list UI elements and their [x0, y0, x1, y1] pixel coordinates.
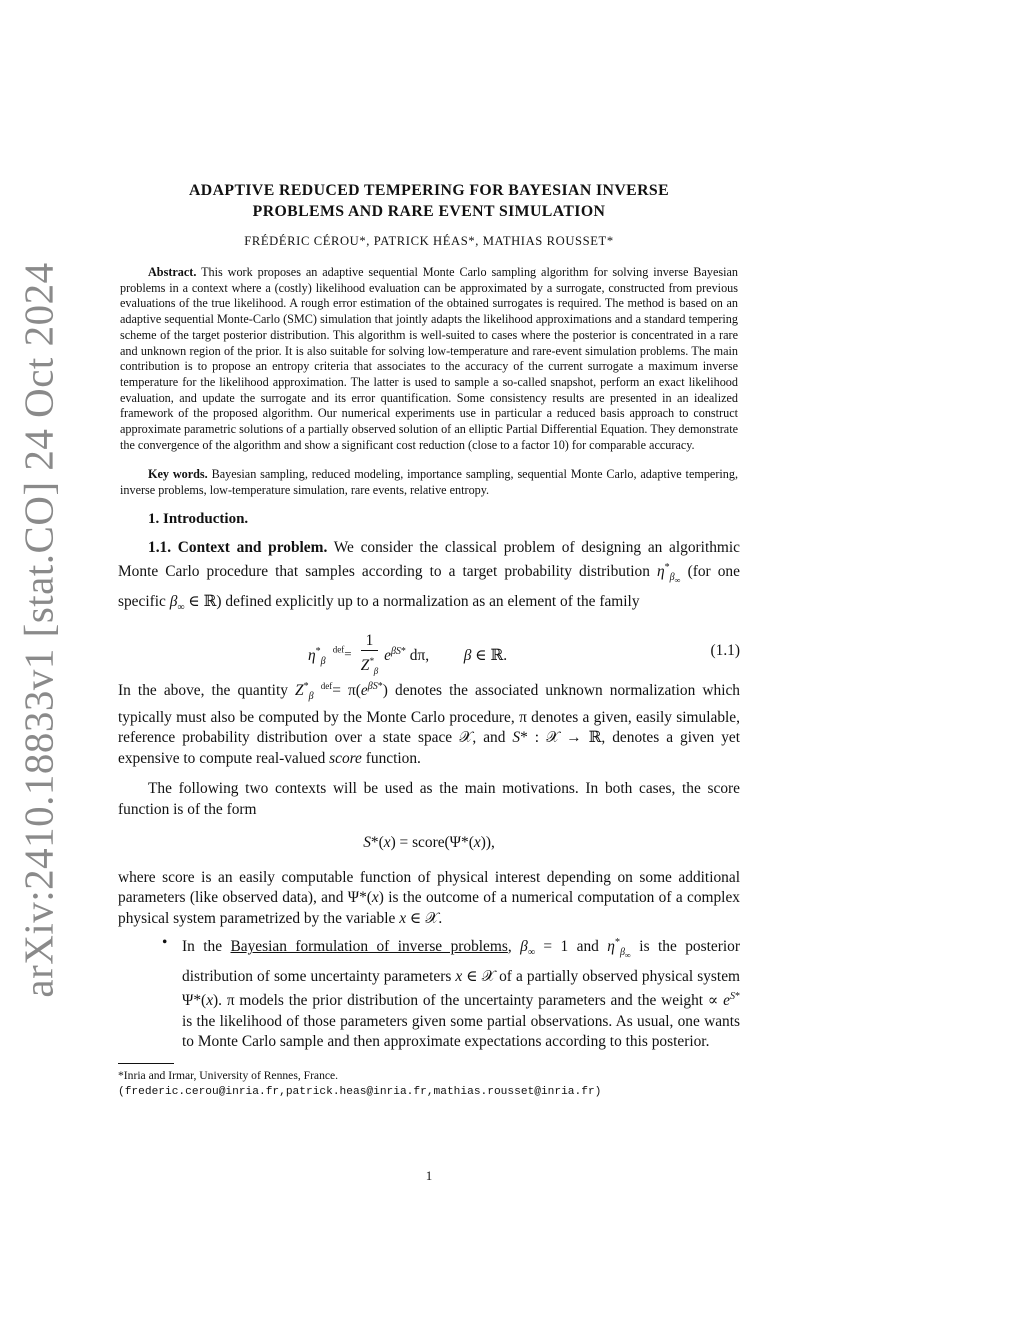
page-number: 1 [425, 1168, 433, 1183]
p1-text-c: ) defined explicitly up to a normalization as an element of the family [216, 592, 640, 610]
p2-score-word: score [329, 749, 362, 767]
p4-text-b: is the outcome of a numerical computation of a complex physical system parametrized by the variable [118, 889, 740, 927]
footnote-divider [118, 1063, 174, 1064]
p2-text-e: , denotes a given yet expensive to compute real-valued [118, 729, 740, 767]
bullet-text-a: In the [182, 938, 223, 956]
bullet-icon: • [162, 934, 168, 952]
author-list: FRÉDÉRIC CÉROU*, PATRICK HÉAS*, MATHIAS ROUSSET* [244, 234, 614, 248]
keywords [118, 467, 740, 498]
section-heading-introduction: 1. Introduction. [148, 510, 249, 527]
footnote [118, 1068, 740, 1100]
equation-score: S*(x) = score(Ψ*(x)), [363, 833, 495, 851]
footnote-affiliation: *Inria and Irmar, University of Rennes, France. [118, 1068, 339, 1082]
arxiv-identifier-stamp [0, 262, 78, 998]
keywords-label: Key words. [148, 467, 208, 482]
abstract-label: Abstract. [148, 265, 197, 279]
p2-text-a: In the above, the quantity [118, 682, 288, 700]
paragraph-normalization: In the above, the quantity $Z^*_\beta$ $^{def}= \pi(e^{\beta S*})$ denotes the associated unknown normalization which typically must also be computed by the Monte Carlo procedure, π denotes a given, easily simulable, reference probability distribution over a state space 𝒳, and S* : 𝒳 → ℝ, denotes a given yet expensive to compute real-valued score function. [118, 681, 740, 767]
paragraph-context: 1.1. Context and problem. We consider the classical problem of designing an algorithmic Monte Carlo procedure that samples according to a target probability distribution $\eta^*_{\beta_\infty}$ (for one specific $\beta_\infty$ ∈ ℝ) defined explicitly up to a normalization as an element of the family [118, 538, 741, 613]
abstract-text: This work proposes an adaptive sequential Monte Carlo sampling algorithm for solving inverse Bayesian problems in a context where a (costly) likelihood evaluation can be approximated by a surrogate, constructed from previous evaluations of the true likelihood. A rough error estimation of the obtained surrogates is required. The method is based on an adaptive sequential Monte-Carlo (SMC) simulation that jointly adapts the likelihood approximations and a standard tempering scheme of the target posterior distribution. This algorithm is well-suited to cases where the posterior is concentrated in a rare and unknown region of the prior. It is also suitable for solving low-temperature and rare-event simulation problems. The main contribution is to propose an entropy criteria that associates to the accuracy of the current surrogate a maximum inverse temperature for the likelihood approximation. The latter is used to sample a so-called snapshot, perform an exact likelihood evaluation, and update the surrogate and its error quantification. Some consistency results are presented in an idealized framework of the proposed algorithm. Our numerical experiments use in particular a reduced basis approach to construct approximate parametric solutions of a partially observed solution of an elliptic Partial Differential Equation. They demonstrate the convergence of the algorithm and show a significant cost reduction (close to a factor 10) for comparable accuracy. [120, 265, 738, 452]
title-line-1: ADAPTIVE REDUCED TEMPERING FOR BAYESIAN INVERSE [188, 182, 670, 199]
bullet-text-d: of a partially observed physical system [499, 967, 740, 985]
paper-page [118, 180, 741, 1183]
bayesian-formulation-link[interactable]: Bayesian formulation of inverse problems [230, 938, 508, 956]
bullet-text-c: is the posterior distribution of some uncertainty parameters [182, 938, 740, 985]
equation-1-1: $\eta^*_\beta$ $^{def}$= $\frac{1}{Z^*_\beta}$ $e^{\beta S*}$ dπ, β ∈ ℝ. (1.1) [308, 632, 740, 677]
p1-text-a: We consider the classical problem of designing an algorithmic Monte Carlo procedure that samples according to a target probability distribution [118, 538, 741, 581]
keywords-text: Bayesian sampling, reduced modeling, importance sampling, sequential Monte Carlo, adaptive tempering, inverse problems, low-temperature simulation, rare events, relative entropy. [120, 467, 739, 498]
p2-text-f: function. [365, 749, 421, 767]
p1-text-b: (for one specific [118, 563, 740, 610]
paragraph-score-definition: where score is an easily computable function of physical interest depending on some additional parameters (like observed data), and Ψ*(x) is the outcome of a numerical computation of a complex physical system parametrized by the variable x ∈ 𝒳. [118, 868, 740, 927]
abstract [118, 265, 740, 453]
paragraph-motivations: The following two contexts will be used as the main motivations. In both cases, the score function is of the form [118, 780, 740, 818]
bullet-text-f: is the likelihood of those parameters given some partial observations. As usual, one wants to Monte Carlo sample and then approximate expectations according to this posterior. [182, 1012, 740, 1051]
p2-text-c: denotes a given, easily simulable, reference probability distribution over a state space [118, 708, 740, 747]
p4-text-a: where score is an easily computable function of physical interest depending on some additional parameters (like observed data), and [118, 868, 740, 907]
subsection-heading: 1.1. Context and problem. [148, 538, 328, 556]
p2-text-d: , and [472, 729, 506, 747]
equation-number: (1.1) [710, 642, 740, 660]
bullet-text-e: models the prior distribution of the uncertainty parameters and the weight [239, 992, 704, 1010]
footnote-emails[interactable]: (frederic.cerou@inria.fr,patrick.heas@inria.fr,mathias.rousset@inria.fr) [118, 1085, 602, 1098]
motivation-list [118, 933, 740, 1052]
title-line-2: PROBLEMS AND RARE EVENT SIMULATION [252, 203, 606, 220]
p2-text-b: denotes the associated unknown normalization which typically must also be computed by the Monte Carlo procedure, [118, 682, 740, 726]
list-item: • In the Bayesian formulation of inverse problems, $\beta_\infty = 1$ and $\eta^*_{\beta_\infty}$ is the posterior distribution of some uncertainty parameters x ∈ 𝒳 of a partially observed physical system Ψ*(x). π models the prior distribution of the uncertainty parameters and the weight ∝ $e^{S*}$ is the likelihood of those parameters given some partial observations. As usual, one wants to Monte Carlo sample and then approximate expectations according to this posterior. [162, 934, 740, 1051]
bullet-text-b: = 1 and [543, 938, 599, 956]
paper-title [118, 180, 740, 222]
arxiv-id-text: arXiv:2410.18833v1 [stat.CO] 24 Oct 2024 [16, 262, 63, 998]
